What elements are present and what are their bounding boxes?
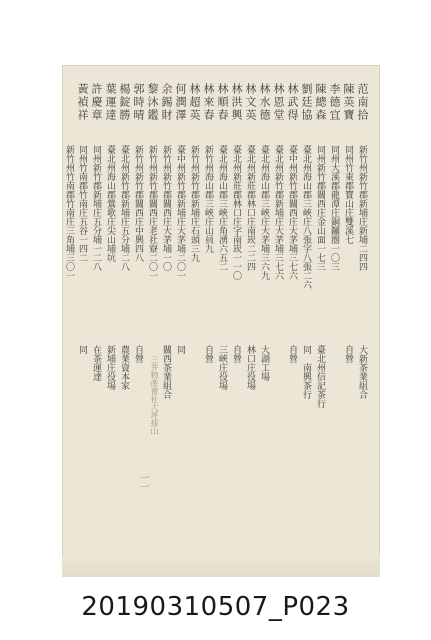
entry-organization: 關西茶業組合 [161, 345, 171, 399]
entry-address: 同州新竹郡關西庄金山面一七三 [315, 145, 325, 271]
entry-address: 臺北州新竹郡新埔庄五分埔二八 [119, 145, 129, 271]
page-number: 一一 [138, 473, 148, 491]
entry-name: 陳總森 [314, 83, 327, 122]
entry-organization: 臺北州信記茶行 [315, 345, 325, 408]
entry-organization: 同 南興茶行 [301, 345, 311, 399]
entry-name: 黃禎祥 [76, 83, 89, 122]
entry-address: 臺北州新莊郡林口庄字南崁一一〇 [231, 145, 241, 280]
entry-name: 許慶章 [90, 83, 103, 122]
entry-organization: 三峽庄役場 [217, 345, 227, 390]
entry-organization: 自營 [133, 345, 143, 363]
entry-organization: 自營 [343, 345, 353, 363]
entry-address: 臺北州新莊郡林口庄南崁二二四 [245, 145, 255, 271]
image-caption: 20190310507_P023 [81, 592, 350, 622]
entry-name: 何潤澤 [174, 83, 187, 122]
entry-name: 林來春 [202, 83, 215, 122]
entry-name: 黎沐鑑 [146, 83, 159, 122]
entry-address: 同州大溪郡龍潭庄銅鑼圈一〇三 [329, 145, 339, 271]
stamp-text: 三井物產會社大坪採山 [150, 355, 159, 435]
entry-organization: 自營 [203, 345, 213, 363]
entry-address: 臺北州海山郡鶯歌庄尖山埔坑 [105, 145, 115, 262]
entry-address: 新竹州新竹郡關西庄中興四八 [133, 145, 143, 262]
entry-name: 林超英 [188, 83, 201, 122]
entry-organization: 農業資本家 [119, 345, 129, 390]
entry-address: 臺北州海山郡三峽庄角湧六五二 [217, 145, 227, 271]
entry-address: 新竹州新竹郡關西庄大茅埔一〇 [161, 145, 171, 271]
document-page [62, 65, 380, 577]
entry-name: 余錫財 [160, 83, 173, 122]
entry-organization: 大新茶業組合 [357, 345, 367, 399]
entry-organization: 同 [77, 345, 87, 354]
entry-address: 同州新竹郡新埔庄五分埔一二八 [91, 145, 101, 271]
entry-address: 新竹州新竹郡新埔庄新埔二四四 [357, 145, 367, 271]
entry-address: 臺中州新竹郡關西庄大茅埔三七六 [287, 145, 297, 280]
entry-name: 林武得 [286, 83, 299, 122]
entry-organization: 林口庄役場 [245, 345, 255, 390]
entry-address: 新竹州竹南郡竹南庄三角埔三〇一 [64, 145, 74, 280]
entry-address: 同州竹南郡竹南庄五谷一四二 [77, 145, 87, 262]
entry-name: 楊錠勝 [118, 83, 131, 122]
entry-name: 范南拾 [356, 83, 369, 122]
entry-address: 新竹州新竹郡新埔庄石頭三九 [189, 145, 199, 262]
entry-name: 林水德 [258, 83, 271, 122]
entry-address: 臺中州新竹郡新埔庄大茅埔二〇一 [175, 145, 185, 280]
entry-address: 新竹州海山郡三峽庄山員九 [203, 145, 213, 253]
entry-address: 臺北州海山郡三峽庄八張字八張二六 [301, 145, 311, 289]
entry-organization: 在茶運達 [91, 345, 101, 381]
entry-name: 陳英寶 [342, 83, 355, 122]
entry-organization: 新埔庄役場 [105, 345, 115, 390]
entry-organization: 自營 [287, 345, 297, 363]
entry-name: 林順春 [216, 83, 229, 122]
entry-name: 李德宜 [328, 83, 341, 122]
entry-name: 葉運達 [104, 83, 117, 122]
entry-organization: 大湖工場 [259, 345, 269, 381]
entry-organization: 同 [175, 345, 185, 354]
entry-address: 同州竹東郡寶山庄雙溪七 [343, 145, 353, 244]
entry-address: 臺北州海山郡三峽庄大茅埔三六九 [259, 145, 269, 280]
entry-name: 林洪興 [230, 83, 243, 122]
entry-organization: 自營 [231, 345, 241, 363]
entry-address: 新竹州新竹郡關西庄老社寮二〇一 [147, 145, 157, 280]
entry-name: 郭時晴 [132, 83, 145, 122]
entry-name: 劉廷協 [300, 83, 313, 122]
entry-address: 臺北州新竹郡新埔庄大茅埔三七六 [273, 145, 283, 280]
entry-name: 林文英 [244, 83, 257, 122]
entry-name: 林恩堂 [272, 83, 285, 122]
